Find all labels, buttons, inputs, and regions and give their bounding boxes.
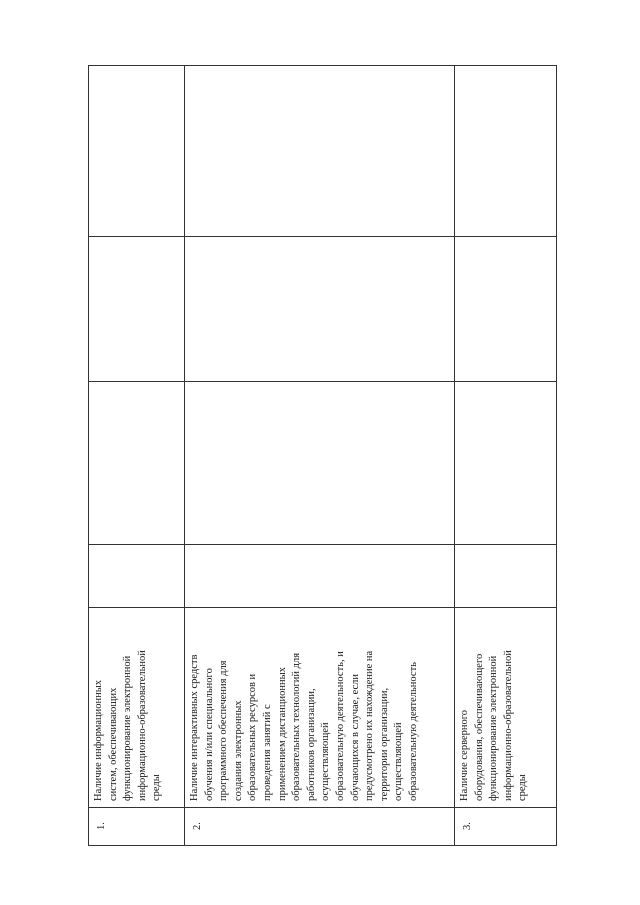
- criterion-line: систем, обеспечивающих: [107, 687, 119, 801]
- criterion-cell: [455, 608, 557, 808]
- empty-cell: [455, 382, 557, 545]
- empty-cell: [185, 237, 455, 382]
- criterion-line: осуществляющей: [320, 722, 332, 801]
- criterion-line: осуществляющей: [393, 722, 405, 801]
- requirements-table: [88, 65, 557, 846]
- criterion-cell: [89, 608, 185, 808]
- empty-cell: [185, 545, 455, 608]
- rotated-table-container: [88, 66, 556, 846]
- empty-cell: [89, 545, 185, 608]
- row-number: 2.: [185, 808, 455, 846]
- empty-cell: [455, 237, 557, 382]
- empty-cell: [455, 66, 557, 237]
- criterion-line: образовательных ресурсов и: [247, 673, 259, 801]
- criterion-line: функционирование электронной: [488, 655, 500, 801]
- criterion-line: предусмотрено их нахождение на: [364, 650, 376, 801]
- criterion-line: Наличие информационных: [93, 679, 104, 801]
- criterion-cell: [185, 608, 455, 808]
- criterion-line: Наличие серверного: [459, 709, 470, 801]
- criterion-line: территории организации,: [378, 687, 390, 801]
- empty-cell: [455, 545, 557, 608]
- empty-cell: [89, 237, 185, 382]
- criterion-line: информационно-образовательной: [502, 650, 514, 801]
- criterion-line: среды: [151, 774, 163, 801]
- criterion-line: создания электронных: [232, 700, 244, 801]
- criterion-line: Наличие интерактивных средств: [189, 654, 200, 801]
- criterion-line: обучения и/или специального: [203, 668, 215, 801]
- criterion-line: образовательную деятельность: [407, 662, 419, 801]
- criterion-line: образовательную деятельность, и: [334, 651, 346, 801]
- table-row: [455, 66, 557, 846]
- row-number: 3.: [455, 808, 557, 846]
- criterion-line: среды: [517, 774, 529, 801]
- criterion-line: проведения занятий с: [261, 704, 273, 801]
- criterion-line: обучающихся в случае, если: [349, 673, 361, 801]
- row-number: 1.: [89, 808, 185, 846]
- criterion-line: применением дистанционных: [276, 667, 288, 801]
- criterion-line: образовательных технологий для: [291, 652, 303, 801]
- criterion-line: функционирование электронной: [122, 655, 134, 801]
- table-row: [89, 66, 185, 846]
- empty-cell: [185, 66, 455, 237]
- criterion-line: информационно-образовательной: [136, 650, 148, 801]
- empty-cell: [185, 382, 455, 545]
- empty-cell: [89, 382, 185, 545]
- criterion-line: программного обеспечения для: [218, 660, 230, 801]
- table-row: [185, 66, 455, 846]
- empty-cell: [89, 66, 185, 237]
- criterion-line: работников организации,: [305, 688, 317, 801]
- criterion-line: оборудования, обеспечивающего: [473, 653, 485, 801]
